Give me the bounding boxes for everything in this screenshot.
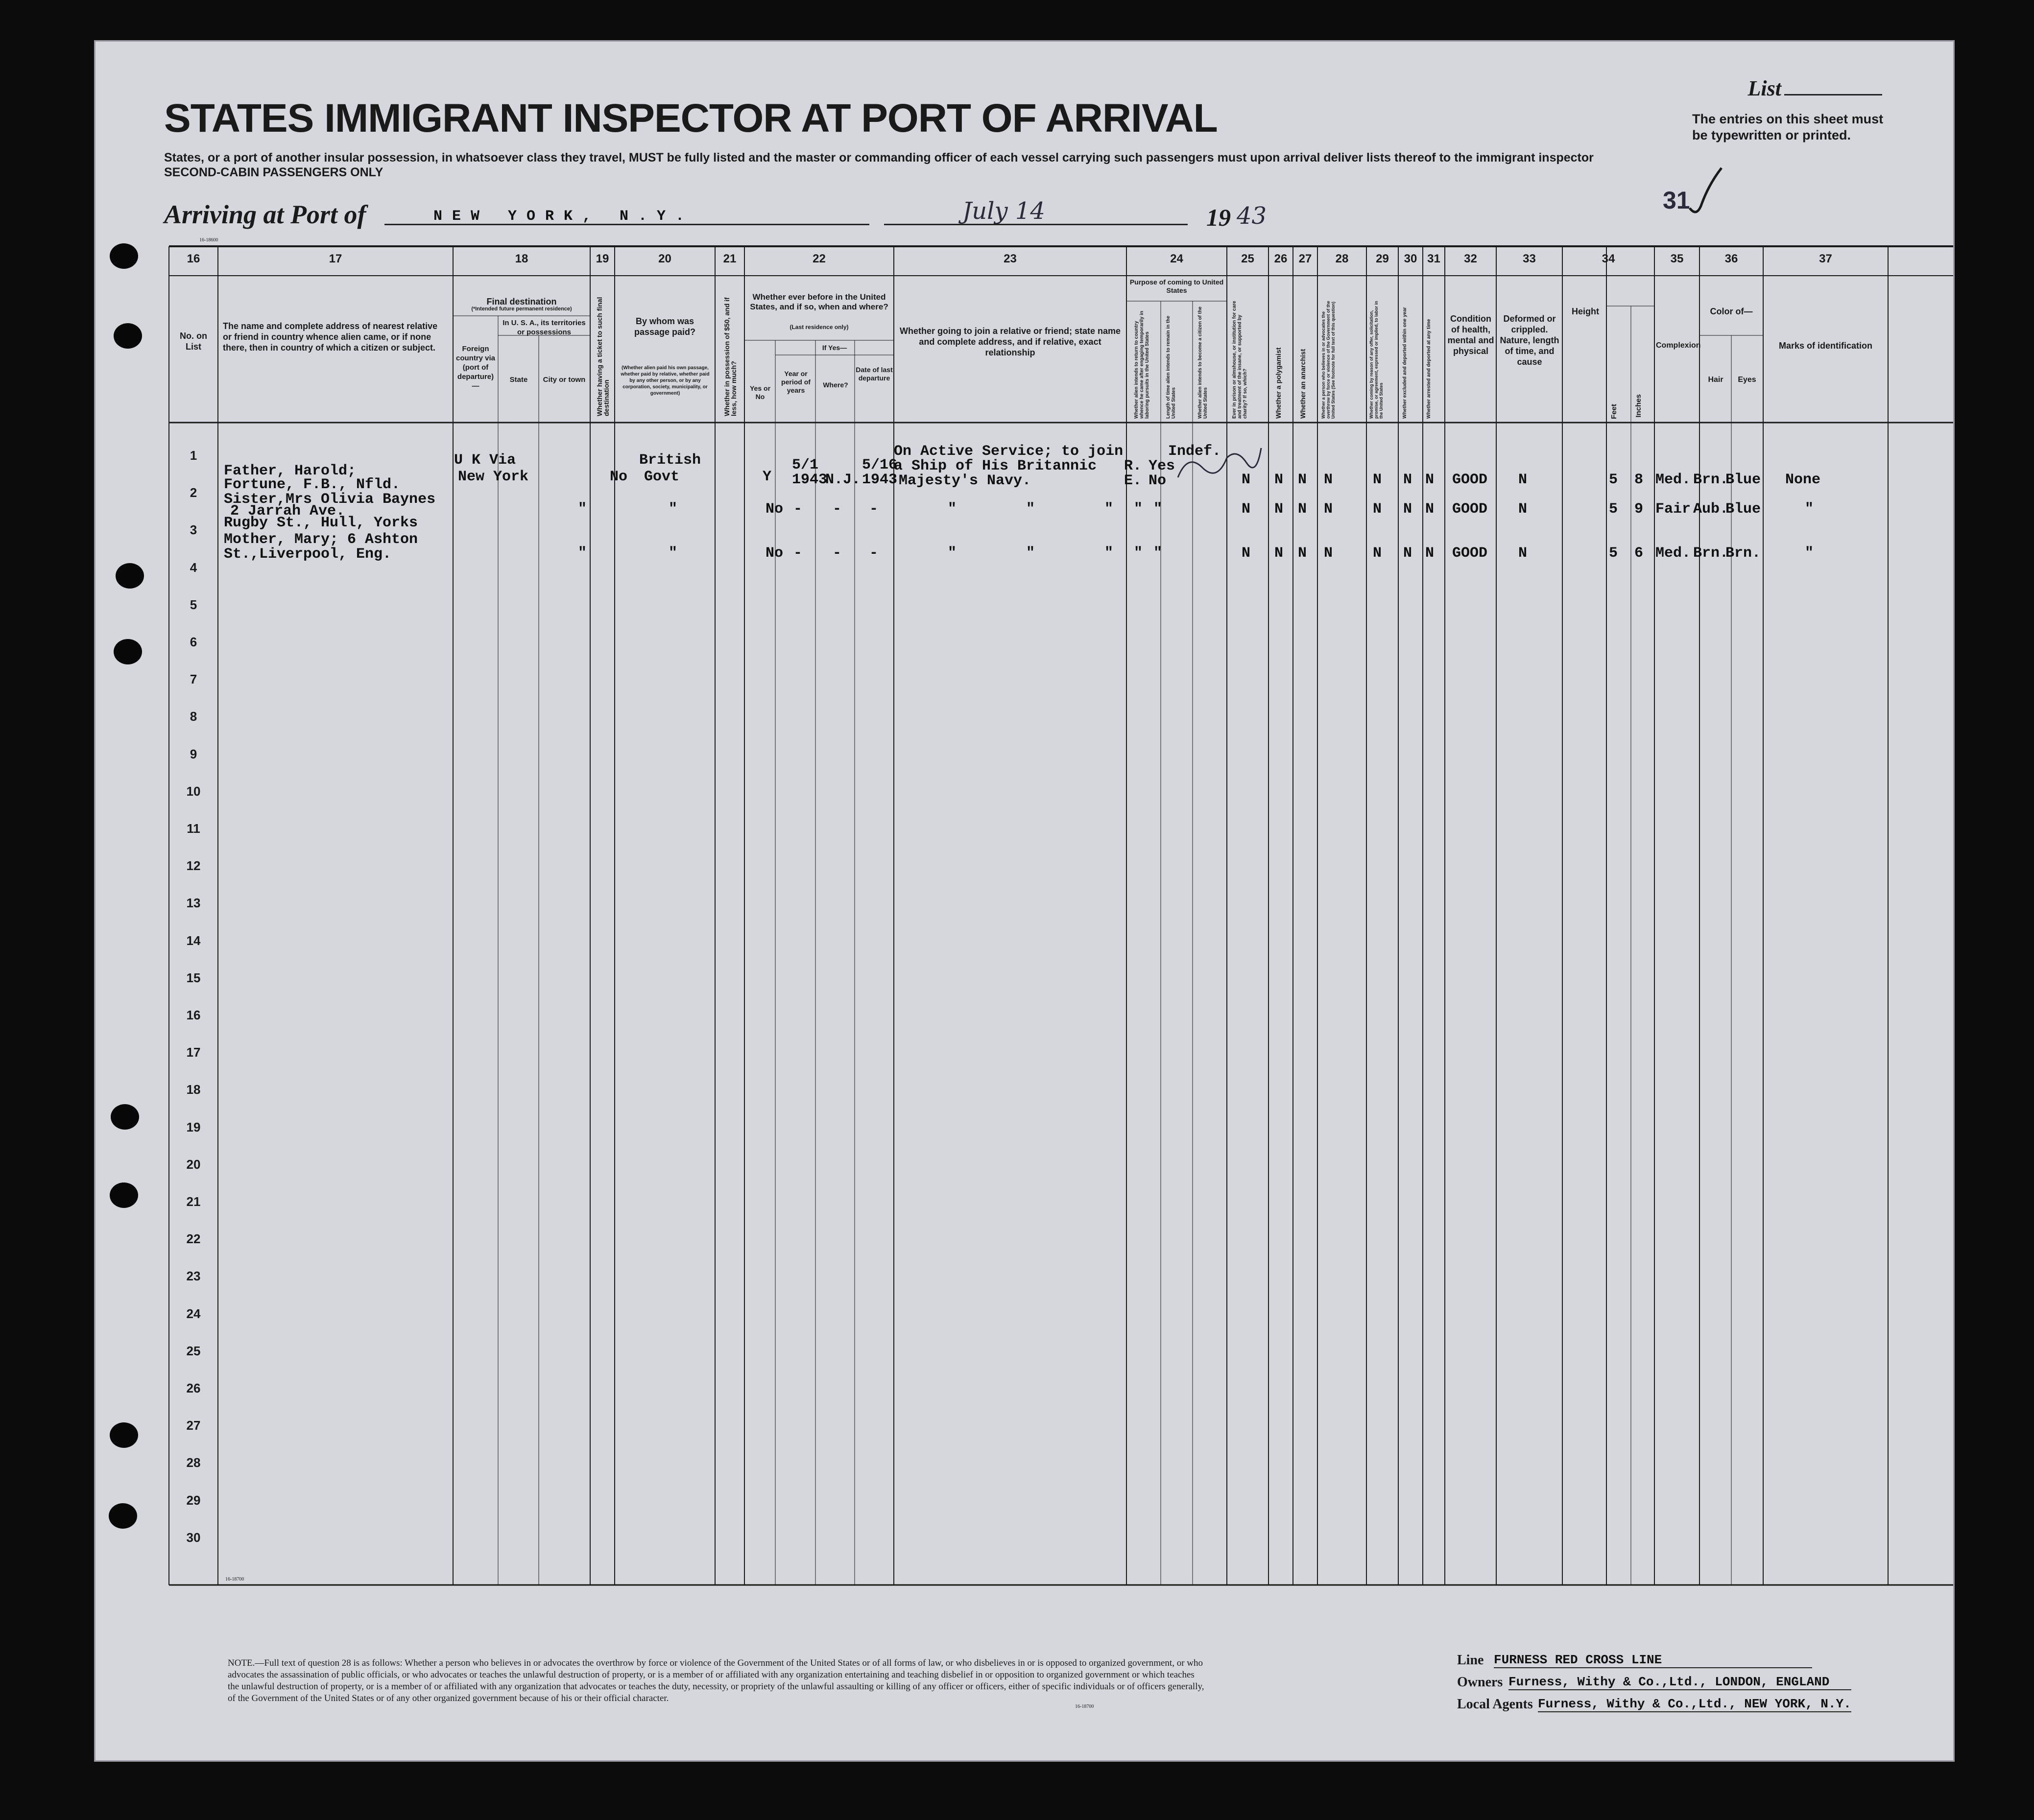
- col-24-length: Length of time alien intends to remain in the United States: [1166, 315, 1176, 419]
- row1-q30: N: [1425, 472, 1435, 488]
- row-number: 8: [190, 709, 197, 724]
- col-22-if-yes: If Yes—: [822, 344, 847, 352]
- row2-relative-line2: 2 Jarrah Ave.: [230, 503, 345, 520]
- col-32-number: 32: [1464, 252, 1477, 265]
- row1-purpose-line2: E.: [1124, 473, 1142, 489]
- col-18-number: 18: [515, 252, 528, 265]
- row3-deformed: N: [1518, 545, 1528, 562]
- row-number: 20: [186, 1157, 201, 1172]
- row-number: 2: [190, 485, 197, 500]
- list-number: 31: [1663, 187, 1690, 214]
- row3-q30: N: [1425, 545, 1435, 562]
- row-number: 21: [186, 1194, 201, 1209]
- col-25-number: 25: [1241, 252, 1254, 265]
- dash-mark: -: [793, 545, 803, 562]
- row-number: 15: [186, 970, 201, 985]
- col-22-subheader: (Last residence only): [790, 324, 849, 331]
- form-code-top: 16-18600: [199, 237, 218, 243]
- list-label: List: [1748, 76, 1882, 101]
- row1-q28b: N: [1373, 472, 1382, 488]
- row1-purpose-line1: R.: [1124, 458, 1142, 474]
- col-18-city: City or town: [543, 376, 586, 384]
- col-34-header: Height: [1572, 307, 1599, 316]
- row3-hair: Brn.: [1693, 545, 1729, 562]
- footnote-question-28: NOTE.—Full text of question 28 is as follows: Whether a person who believes in or advocates the overthrow by force or violence of the Government of the United States or of all forms of law, or who disbelieves in or is opposed to organized government, or who advocates the assassination of public officials, or who advocates or teaches the unlawful destruction of property, or is a member of or affiliated with any organization entertaining and teaching disbelief in or opposition to organized government or which teaches the unlawful destruction of property, or is a member of or affiliated with any organization that advocates or teaches the duty, necessity, or propriety of the unlawful assaulting or killing of any officer or officers, either of specific individuals or of officers generally, of the Government of the United States or of any other organized government because of his or their official character.: [228, 1658, 1204, 1703]
- col-16-header: No. on List: [180, 331, 207, 352]
- port-value: NEW YORK, N.Y.: [433, 208, 694, 225]
- col-24-header: Purpose of coming to United States: [1129, 278, 1224, 294]
- row3-inches: 6: [1634, 545, 1644, 562]
- row-number: 22: [186, 1231, 201, 1247]
- col-28-header: Whether a person who believes in or advocates the overthrow by force or violence of the Government of the United States (See footnote for full text of this question): [1321, 301, 1336, 419]
- col-21-number: 21: [723, 252, 737, 265]
- row2-q29: N: [1403, 501, 1412, 518]
- col-36-eyes: Eyes: [1738, 376, 1756, 384]
- agents-value: Furness, Withy & Co.,Ltd., NEW YORK, N.Y.: [1538, 1697, 1851, 1711]
- col-36-number: 36: [1724, 252, 1738, 265]
- row3-feet: 5: [1609, 545, 1618, 562]
- col-23-number: 23: [1004, 252, 1017, 265]
- row-number: 28: [186, 1455, 201, 1470]
- ditto-mark: ": [1805, 545, 1814, 562]
- row-number: 7: [190, 672, 197, 687]
- ditto-mark: ": [1153, 545, 1163, 562]
- row2-prison: N: [1242, 501, 1251, 518]
- row2-deformed: N: [1518, 501, 1528, 518]
- binding-hole: [114, 639, 142, 664]
- row-number: 29: [186, 1492, 201, 1508]
- row1-ticket: No: [610, 469, 628, 485]
- row1-paid-by-line2: Govt: [644, 469, 680, 485]
- row-number: 27: [186, 1418, 201, 1433]
- col-20-subheader: (Whether alien paid his own passage, whether paid by relative, whether paid by any other person, or by any corporation, society, municipality, or government): [621, 365, 710, 396]
- col-17-header: The name and complete address of nearest relative or friend in country whence alien came, or if none there, then in country of which a citizen or subject.: [223, 321, 438, 353]
- col-24-return: Whether alien intends to return to country whence he came after engaging temporarily in laboring pursuits in the United States: [1134, 310, 1150, 419]
- col-34-feet: Feet: [1610, 404, 1618, 419]
- row2-inches: 9: [1634, 501, 1644, 518]
- subtitle-line1: States, or a port of another insular possession, in whatsoever class they travel, MUST be fully listed and the master or commanding officer of each vessel carrying such passengers must upon arrival deliver lists thereof to the immigrant inspector: [164, 151, 1594, 165]
- ditto-mark: ": [578, 545, 587, 562]
- row1-join-line2: a Ship of His Britannic: [894, 458, 1097, 474]
- row3-anarchist: N: [1298, 545, 1307, 562]
- row3-ever-in-us: No: [766, 545, 784, 562]
- row2-polygamist: N: [1274, 501, 1284, 518]
- line-value: FURNESS RED CROSS LINE: [1494, 1653, 1812, 1668]
- dash-mark: -: [869, 501, 879, 518]
- year-value: 43: [1237, 202, 1267, 230]
- agents-label: Local Agents: [1457, 1697, 1533, 1712]
- row2-relative-line3: Rugby St., Hull, Yorks: [224, 515, 418, 531]
- row-number: 25: [186, 1343, 201, 1358]
- arrival-date: July 14: [962, 197, 1045, 225]
- col-33-number: 33: [1523, 252, 1536, 265]
- col-21-header: Whether in possession of $50, and if less, how much?: [723, 297, 738, 416]
- ditto-mark: ": [578, 501, 587, 518]
- col-25-header: Ever in prison or almshouse, or institution for care and treatment of the insane, or supported by charity? If so, which?: [1232, 301, 1248, 419]
- col-18-in-usa: In U. S. A., its territories or possessions: [503, 319, 586, 336]
- dash-mark: -: [869, 545, 879, 562]
- row1-anarchist: N: [1298, 472, 1307, 488]
- row1-ever-in-us: Y: [763, 469, 772, 485]
- row-number: 4: [190, 560, 197, 575]
- binding-hole: [110, 243, 138, 269]
- row-number: 13: [186, 896, 201, 911]
- owners-label: Owners: [1457, 1675, 1503, 1690]
- col-18-subheader: (*Intended future permanent residence): [471, 306, 572, 312]
- row-number: 19: [186, 1119, 201, 1135]
- col-19-number: 19: [596, 252, 609, 265]
- form-code-footer: 16-18700: [1075, 1704, 1094, 1709]
- col-26-header: Whether a polygamist: [1274, 347, 1282, 419]
- ditto-mark: ": [948, 501, 957, 518]
- row-number: 26: [186, 1381, 201, 1395]
- row2-q30: N: [1425, 501, 1435, 518]
- row-number: 17: [186, 1045, 201, 1060]
- col-26-number: 26: [1274, 252, 1288, 265]
- row2-anarchist: N: [1298, 501, 1307, 518]
- row2-relative-line1: Sister,Mrs Olivia Baynes: [224, 491, 436, 508]
- row1-complexion: Med.: [1655, 472, 1691, 488]
- row-number: 30: [186, 1530, 201, 1545]
- table-grid: [96, 42, 1953, 1760]
- page-title: STATES IMMIGRANT INSPECTOR AT PORT OF ARRIVAL: [164, 96, 1218, 141]
- row1-q28: N: [1324, 472, 1333, 488]
- col-18-header: Final destination: [486, 297, 557, 307]
- col-27-header: Whether an anarchist: [1299, 349, 1307, 419]
- col-20-header: By whom was passage paid?: [634, 316, 696, 337]
- row2-q28: N: [1324, 501, 1333, 518]
- col-19-header: Whether having a ticket to such final destination: [596, 297, 610, 416]
- row1-relative-line1: Father, Harold;: [224, 463, 357, 479]
- row1-feet: 5: [1609, 472, 1618, 488]
- row1-departure-line2: 1943: [862, 472, 898, 488]
- line-label: Line: [1457, 1653, 1484, 1668]
- col-24-number: 24: [1170, 252, 1183, 265]
- row1-marks: None: [1785, 472, 1821, 488]
- row-number: 9: [190, 746, 197, 761]
- handwritten-annotation-icon: [1173, 438, 1266, 497]
- row2-health: GOOD: [1452, 501, 1488, 518]
- col-17-number: 17: [329, 252, 342, 265]
- row2-hair: Aub.: [1693, 501, 1729, 518]
- row1-inches: 8: [1634, 472, 1644, 488]
- col-16-number: 16: [187, 252, 200, 265]
- ditto-mark: ": [1134, 545, 1143, 562]
- col-22-header: Whether ever before in the United States, and if so, when and where?: [750, 292, 888, 311]
- row3-q29: N: [1403, 545, 1412, 562]
- year-prefix: 19: [1206, 204, 1231, 231]
- row1-join-line3: Majesty's Navy.: [899, 473, 1031, 489]
- row-number: 6: [190, 635, 197, 649]
- col-31-number: 31: [1427, 252, 1440, 265]
- sheet-instructions-line1: The entries on this sheet must: [1692, 112, 1884, 126]
- binding-hole: [111, 1104, 139, 1130]
- col-29-number: 29: [1376, 252, 1389, 265]
- ditto-mark: ": [1104, 501, 1114, 518]
- binding-hole: [114, 323, 142, 349]
- row-number: 14: [186, 933, 201, 948]
- ditto-mark: ": [1805, 501, 1814, 518]
- col-36-hair: Hair: [1708, 376, 1723, 384]
- ditto-mark: ": [669, 545, 678, 562]
- col-37-header: Marks of identification: [1778, 341, 1873, 351]
- row1-length-line2: Yes: [1149, 458, 1175, 474]
- row2-complexion: Fair: [1655, 501, 1691, 518]
- binding-hole: [110, 1182, 138, 1208]
- row1-relative-line2: Fortune, F.B., Nfld.: [224, 476, 401, 493]
- row3-relative-line1: Mother, Mary; 6 Ashton: [224, 531, 418, 548]
- row3-complexion: Med.: [1655, 545, 1691, 562]
- col-22-departure: Date of last departure: [856, 366, 893, 382]
- row3-prison: N: [1242, 545, 1251, 562]
- col-22-yes-no: Yes or No: [749, 384, 771, 401]
- row1-where: N.J.: [825, 472, 861, 488]
- row-number: 11: [187, 821, 200, 836]
- col-30-header: Whether excluded and deported within one year: [1402, 307, 1408, 419]
- row1-q29: N: [1403, 472, 1412, 488]
- row3-relative-line2: St.,Liverpool, Eng.: [224, 546, 392, 563]
- row3-q28b: N: [1373, 545, 1382, 562]
- col-20-number: 20: [658, 252, 671, 265]
- row1-deformed: N: [1518, 472, 1528, 488]
- row1-foreign-country-line1: U K Via: [454, 452, 516, 469]
- row1-prison: N: [1242, 472, 1251, 488]
- row-number: 12: [186, 858, 201, 874]
- ditto-mark: ": [1134, 501, 1143, 518]
- ditto-mark: ": [1104, 545, 1114, 562]
- port-label: Arriving at Port of: [164, 200, 366, 229]
- col-23-header: Whether going to join a relative or friend; state name and complete address, and if relative, exact relationship: [899, 326, 1121, 357]
- row3-eyes: Brn.: [1725, 545, 1761, 562]
- row-number: 10: [186, 783, 201, 799]
- row1-eyes: Blue: [1725, 472, 1761, 488]
- col-18-state: State: [509, 376, 528, 384]
- row-number: 23: [186, 1269, 201, 1284]
- binding-hole: [109, 1503, 137, 1529]
- row3-health: GOOD: [1452, 545, 1488, 562]
- binding-hole: [110, 1422, 138, 1448]
- row1-hair: Brn.: [1693, 472, 1729, 488]
- dash-mark: -: [833, 545, 842, 562]
- manifest-sheet: [94, 40, 1955, 1762]
- row1-length-line1: Indef.: [1168, 443, 1221, 460]
- col-32-header: Condition of health, mental and physical: [1447, 314, 1494, 356]
- col-28-number: 28: [1335, 252, 1349, 265]
- ditto-mark: ": [1026, 501, 1035, 518]
- subtitle-line2: SECOND-CABIN PASSENGERS ONLY: [164, 165, 383, 179]
- sheet-instructions-line2: be typewritten or printed.: [1692, 128, 1851, 142]
- col-34-inches: Inches: [1634, 394, 1643, 418]
- row-number: 24: [186, 1306, 201, 1321]
- col-35-header: Complexion: [1656, 341, 1701, 350]
- row3-polygamist: N: [1274, 545, 1284, 562]
- row1-health: GOOD: [1452, 472, 1488, 488]
- row-number: 16: [186, 1008, 201, 1022]
- owners-value: Furness, Withy & Co.,Ltd., LONDON, ENGLAND: [1508, 1675, 1851, 1690]
- row1-join-line1: On Active Service; to join: [894, 443, 1124, 460]
- row-number: 5: [190, 597, 197, 612]
- col-34-number: 34: [1602, 252, 1615, 265]
- col-33-header: Deformed or crippled. Nature, length of time, and cause: [1500, 314, 1559, 367]
- col-22-year: Year or period of years: [781, 370, 811, 394]
- row1-length-line3: No: [1149, 473, 1167, 489]
- row1-departure-line1: 5/16: [862, 457, 898, 473]
- row2-ever-in-us: No: [766, 501, 784, 518]
- row1-year-line2: 1943: [792, 472, 828, 488]
- col-24-citizen: Whether alien intends to become a citizen of the United States: [1197, 307, 1208, 419]
- col-29-header: Whether coming by reason of any offer, solicitation, promise, or agreement, expressed or implied, to labor in the United States: [1369, 301, 1384, 419]
- row3-q28: N: [1324, 545, 1333, 562]
- dash-mark: -: [833, 501, 842, 518]
- ditto-mark: ": [669, 501, 678, 518]
- row1-year-line1: 5/1: [792, 457, 819, 473]
- row2-q28b: N: [1373, 501, 1382, 518]
- col-35-number: 35: [1670, 252, 1684, 265]
- col-27-number: 27: [1298, 252, 1312, 265]
- row2-feet: 5: [1609, 501, 1618, 518]
- binding-hole: [116, 563, 144, 589]
- row-number: 1: [190, 448, 197, 463]
- col-22-number: 22: [813, 252, 826, 265]
- col-36-header: Color of—: [1710, 307, 1753, 316]
- ditto-mark: ": [948, 545, 957, 562]
- col-22-where: Where?: [823, 381, 848, 389]
- row2-eyes: Blue: [1725, 501, 1761, 518]
- ditto-mark: ": [1026, 545, 1035, 562]
- ditto-mark: ": [1153, 501, 1163, 518]
- dash-mark: -: [793, 501, 803, 518]
- col-30-number: 30: [1404, 252, 1417, 265]
- row1-paid-by-line1: British: [639, 452, 701, 469]
- col-37-number: 37: [1819, 252, 1832, 265]
- row1-polygamist: N: [1274, 472, 1284, 488]
- row-number: 3: [190, 522, 197, 538]
- row-number: 18: [186, 1082, 201, 1097]
- col-18-foreign-country: Foreign country via (port of departure)—: [455, 345, 496, 390]
- row1-foreign-country-line2: New York: [458, 469, 529, 485]
- col-31-header: Whether arrested and deported at any time: [1426, 319, 1432, 419]
- form-code-bottom: 16-18700: [225, 1577, 244, 1582]
